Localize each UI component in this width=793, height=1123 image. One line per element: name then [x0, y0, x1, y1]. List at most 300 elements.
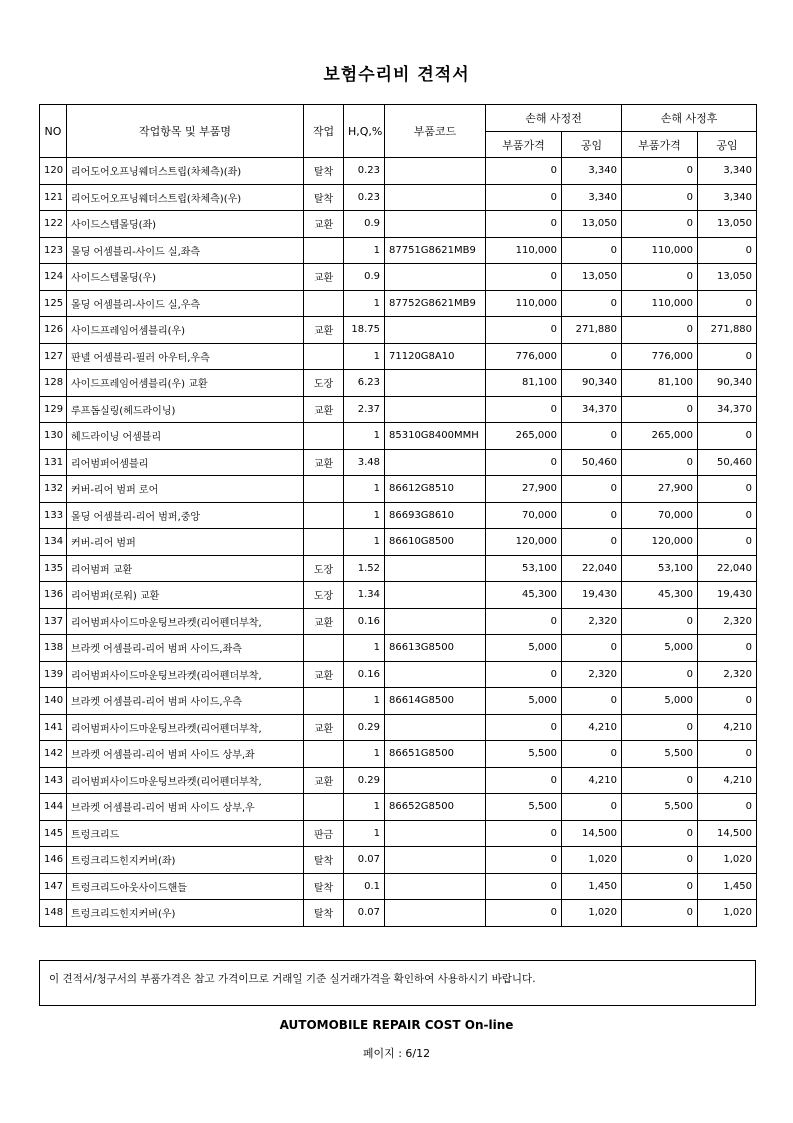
cell-after-part-price: 70,000	[622, 502, 698, 529]
cell-after-part-price: 27,900	[622, 476, 698, 503]
cell-item: 브라켓 어셈블리-리어 범퍼 사이드 상부,우	[67, 794, 304, 821]
cell-before-part-price: 45,300	[486, 582, 562, 609]
cell-item: 헤드라이닝 어셈블리	[67, 423, 304, 450]
estimate-table	[39, 104, 757, 927]
table-row	[40, 211, 757, 238]
cell-item: 사이드프레임어셈블리(우) 교환	[67, 370, 304, 397]
cell-after-labor: 0	[698, 343, 757, 370]
cell-after-part-price: 110,000	[622, 237, 698, 264]
table-row	[40, 423, 757, 450]
cell-hq: 3.48	[344, 449, 385, 476]
table-row	[40, 343, 757, 370]
cell-no: 141	[40, 714, 67, 741]
cell-item: 리어도어오프닝웨더스트립(차체측)(우)	[67, 184, 304, 211]
cell-before-part-price: 5,000	[486, 688, 562, 715]
cell-item: 몰딩 어셈블리-사이드 실,좌측	[67, 237, 304, 264]
cell-item: 리어범퍼어셈블리	[67, 449, 304, 476]
cell-part-code: 86693G8610	[385, 502, 486, 529]
cell-after-part-price: 0	[622, 211, 698, 238]
cell-work: 교환	[304, 661, 344, 688]
cell-before-part-price: 0	[486, 264, 562, 291]
cell-no: 135	[40, 555, 67, 582]
cell-part-code	[385, 767, 486, 794]
cell-hq: 1	[344, 794, 385, 821]
cell-after-part-price: 0	[622, 264, 698, 291]
cell-work: 탈착	[304, 184, 344, 211]
cell-hq: 0.1	[344, 873, 385, 900]
cell-hq: 0.16	[344, 608, 385, 635]
cell-before-part-price: 53,100	[486, 555, 562, 582]
cell-work: 탈착	[304, 900, 344, 927]
cell-no: 145	[40, 820, 67, 847]
cell-work	[304, 529, 344, 556]
cell-after-part-price: 120,000	[622, 529, 698, 556]
cell-before-labor: 0	[562, 794, 622, 821]
header-after-part-price: 부품가격	[622, 132, 698, 158]
cell-before-labor: 0	[562, 423, 622, 450]
cell-before-labor: 4,210	[562, 767, 622, 794]
cell-before-part-price: 0	[486, 714, 562, 741]
cell-hq: 0.29	[344, 767, 385, 794]
cell-before-labor: 0	[562, 237, 622, 264]
table-row	[40, 264, 757, 291]
cell-before-labor: 34,370	[562, 396, 622, 423]
cell-after-labor: 22,040	[698, 555, 757, 582]
cell-item: 트렁크리드힌지커버(우)	[67, 900, 304, 927]
cell-part-code: 86652G8500	[385, 794, 486, 821]
cell-after-part-price: 0	[622, 767, 698, 794]
table-row	[40, 741, 757, 768]
table-row	[40, 714, 757, 741]
header-part-code: 부품코드	[385, 105, 486, 158]
cell-hq: 1	[344, 423, 385, 450]
cell-before-labor: 1,450	[562, 873, 622, 900]
cell-no: 120	[40, 158, 67, 185]
cell-after-labor: 2,320	[698, 608, 757, 635]
cell-before-labor: 2,320	[562, 661, 622, 688]
cell-no: 146	[40, 847, 67, 874]
cell-item: 리어도어오프닝웨더스트립(차체측)(좌)	[67, 158, 304, 185]
cell-before-labor: 1,020	[562, 900, 622, 927]
cell-before-part-price: 0	[486, 873, 562, 900]
cell-before-labor: 2,320	[562, 608, 622, 635]
cell-after-part-price: 776,000	[622, 343, 698, 370]
cell-after-labor: 0	[698, 237, 757, 264]
cell-item: 리어범퍼사이드마운팅브라켓(리어펜더부착,	[67, 714, 304, 741]
cell-before-part-price: 0	[486, 317, 562, 344]
cell-hq: 0.23	[344, 184, 385, 211]
cell-part-code	[385, 714, 486, 741]
cell-after-part-price: 5,500	[622, 741, 698, 768]
cell-after-part-price: 265,000	[622, 423, 698, 450]
notice-text: 이 견적서/청구서의 부품가격은 참고 가격이므로 거래일 기준 실거래가격을 확인하여 사용하시기 바랍니다.	[49, 973, 536, 985]
cell-hq: 0.9	[344, 211, 385, 238]
cell-part-code	[385, 847, 486, 874]
cell-before-labor: 0	[562, 688, 622, 715]
cell-after-part-price: 0	[622, 317, 698, 344]
cell-hq: 1	[344, 343, 385, 370]
cell-part-code	[385, 158, 486, 185]
cell-part-code	[385, 582, 486, 609]
cell-after-labor: 4,210	[698, 767, 757, 794]
cell-hq: 1	[344, 820, 385, 847]
cell-item: 커버-리어 범퍼	[67, 529, 304, 556]
cell-after-labor: 14,500	[698, 820, 757, 847]
cell-work	[304, 237, 344, 264]
cell-before-labor: 3,340	[562, 158, 622, 185]
cell-before-labor: 90,340	[562, 370, 622, 397]
cell-after-labor: 0	[698, 476, 757, 503]
cell-no: 127	[40, 343, 67, 370]
cell-hq: 1.52	[344, 555, 385, 582]
cell-no: 132	[40, 476, 67, 503]
cell-hq: 6.23	[344, 370, 385, 397]
cell-part-code: 86613G8500	[385, 635, 486, 662]
cell-no: 136	[40, 582, 67, 609]
cell-before-part-price: 81,100	[486, 370, 562, 397]
table-row	[40, 873, 757, 900]
cell-hq: 0.07	[344, 900, 385, 927]
cell-part-code: 85310G8400MMH	[385, 423, 486, 450]
cell-before-part-price: 0	[486, 211, 562, 238]
cell-item: 사이드스텝몰딩(좌)	[67, 211, 304, 238]
cell-before-labor: 50,460	[562, 449, 622, 476]
cell-item: 루프돔실링(헤드라이닝)	[67, 396, 304, 423]
cell-work: 탈착	[304, 847, 344, 874]
cell-part-code	[385, 661, 486, 688]
cell-before-labor: 0	[562, 476, 622, 503]
cell-no: 147	[40, 873, 67, 900]
cell-after-labor: 0	[698, 635, 757, 662]
cell-before-part-price: 776,000	[486, 343, 562, 370]
table-row	[40, 635, 757, 662]
cell-no: 137	[40, 608, 67, 635]
cell-after-part-price: 0	[622, 661, 698, 688]
cell-part-code: 86651G8500	[385, 741, 486, 768]
cell-before-labor: 0	[562, 635, 622, 662]
cell-work	[304, 423, 344, 450]
cell-hq: 0.16	[344, 661, 385, 688]
cell-after-part-price: 0	[622, 396, 698, 423]
cell-work	[304, 502, 344, 529]
cell-after-labor: 19,430	[698, 582, 757, 609]
cell-before-part-price: 0	[486, 184, 562, 211]
cell-no: 121	[40, 184, 67, 211]
cell-work: 교환	[304, 608, 344, 635]
cell-hq: 1.34	[344, 582, 385, 609]
cell-hq: 0.29	[344, 714, 385, 741]
cell-part-code	[385, 873, 486, 900]
cell-after-labor: 0	[698, 688, 757, 715]
cell-part-code	[385, 370, 486, 397]
table-row	[40, 237, 757, 264]
cell-before-labor: 22,040	[562, 555, 622, 582]
cell-item: 트렁크리드	[67, 820, 304, 847]
header-work: 작업	[304, 105, 344, 158]
cell-before-part-price: 27,900	[486, 476, 562, 503]
cell-after-part-price: 5,000	[622, 688, 698, 715]
cell-before-part-price: 0	[486, 847, 562, 874]
footer-brand: AUTOMOBILE REPAIR COST On-line	[279, 1018, 514, 1032]
cell-no: 124	[40, 264, 67, 291]
table-row	[40, 370, 757, 397]
cell-no: 148	[40, 900, 67, 927]
cell-before-part-price: 5,000	[486, 635, 562, 662]
table-row	[40, 767, 757, 794]
cell-before-labor: 4,210	[562, 714, 622, 741]
cell-after-part-price: 5,000	[622, 635, 698, 662]
table-row	[40, 661, 757, 688]
cell-before-labor: 13,050	[562, 211, 622, 238]
table-row	[40, 847, 757, 874]
cell-before-labor: 14,500	[562, 820, 622, 847]
cell-before-part-price: 70,000	[486, 502, 562, 529]
cell-work	[304, 741, 344, 768]
cell-item: 몰딩 어셈블리-사이드 실,우측	[67, 290, 304, 317]
cell-no: 123	[40, 237, 67, 264]
cell-no: 133	[40, 502, 67, 529]
cell-after-labor: 0	[698, 794, 757, 821]
cell-hq: 1	[344, 529, 385, 556]
cell-before-part-price: 120,000	[486, 529, 562, 556]
cell-item: 리어범퍼 교환	[67, 555, 304, 582]
cell-before-labor: 0	[562, 529, 622, 556]
cell-before-part-price: 0	[486, 900, 562, 927]
table-row	[40, 502, 757, 529]
cell-part-code	[385, 900, 486, 927]
cell-before-part-price: 0	[486, 449, 562, 476]
cell-no: 122	[40, 211, 67, 238]
cell-work: 교환	[304, 449, 344, 476]
cell-part-code: 87752G8621MB9	[385, 290, 486, 317]
cell-item: 리어범퍼사이드마운팅브라켓(리어펜더부착,	[67, 661, 304, 688]
cell-part-code	[385, 396, 486, 423]
table-row	[40, 184, 757, 211]
cell-hq: 2.37	[344, 396, 385, 423]
cell-after-part-price: 0	[622, 847, 698, 874]
cell-no: 139	[40, 661, 67, 688]
cell-after-part-price: 0	[622, 900, 698, 927]
cell-before-part-price: 5,500	[486, 741, 562, 768]
cell-after-labor: 0	[698, 741, 757, 768]
header-no: NO	[40, 105, 67, 158]
cell-part-code	[385, 184, 486, 211]
cell-item: 브라켓 어셈블리-리어 범퍼 사이드 상부,좌	[67, 741, 304, 768]
cell-before-labor: 0	[562, 741, 622, 768]
cell-after-labor: 0	[698, 423, 757, 450]
cell-before-part-price: 5,500	[486, 794, 562, 821]
cell-before-labor: 13,050	[562, 264, 622, 291]
cell-after-labor: 50,460	[698, 449, 757, 476]
cell-after-labor: 34,370	[698, 396, 757, 423]
cell-after-part-price: 0	[622, 714, 698, 741]
table-row	[40, 900, 757, 927]
cell-work: 교환	[304, 714, 344, 741]
cell-after-labor: 3,340	[698, 184, 757, 211]
cell-after-labor: 13,050	[698, 264, 757, 291]
cell-no: 125	[40, 290, 67, 317]
cell-work: 교환	[304, 767, 344, 794]
cell-before-labor: 0	[562, 343, 622, 370]
cell-work	[304, 635, 344, 662]
cell-no: 134	[40, 529, 67, 556]
cell-part-code	[385, 820, 486, 847]
table-row	[40, 290, 757, 317]
cell-after-labor: 13,050	[698, 211, 757, 238]
cell-after-labor: 90,340	[698, 370, 757, 397]
cell-hq: 1	[344, 688, 385, 715]
cell-after-labor: 0	[698, 290, 757, 317]
table-row	[40, 158, 757, 185]
table-row	[40, 317, 757, 344]
cell-part-code	[385, 264, 486, 291]
header-item: 작업항목 및 부품명	[67, 105, 304, 158]
cell-part-code	[385, 449, 486, 476]
cell-after-part-price: 0	[622, 184, 698, 211]
cell-item: 트렁크리드힌지커버(좌)	[67, 847, 304, 874]
cell-after-part-price: 0	[622, 449, 698, 476]
cell-item: 브라켓 어셈블리-리어 범퍼 사이드,우측	[67, 688, 304, 715]
estimate-rows	[40, 158, 757, 927]
cell-after-labor: 4,210	[698, 714, 757, 741]
cell-part-code: 86614G8500	[385, 688, 486, 715]
cell-hq: 1	[344, 237, 385, 264]
cell-hq: 1	[344, 741, 385, 768]
cell-before-part-price: 110,000	[486, 237, 562, 264]
cell-before-part-price: 265,000	[486, 423, 562, 450]
page-number: 페이지 : 6/12	[362, 1047, 431, 1060]
cell-before-labor: 19,430	[562, 582, 622, 609]
header-before-part-price: 부품가격	[486, 132, 562, 158]
cell-work: 판금	[304, 820, 344, 847]
cell-work: 도장	[304, 370, 344, 397]
cell-after-labor: 1,020	[698, 847, 757, 874]
cell-work: 교환	[304, 317, 344, 344]
cell-before-part-price: 110,000	[486, 290, 562, 317]
cell-after-labor: 2,320	[698, 661, 757, 688]
cell-item: 몰딩 어셈블리-리어 범퍼,중앙	[67, 502, 304, 529]
cell-hq: 0.23	[344, 158, 385, 185]
cell-work: 도장	[304, 582, 344, 609]
cell-hq: 1	[344, 290, 385, 317]
cell-hq: 1	[344, 502, 385, 529]
cell-after-part-price: 110,000	[622, 290, 698, 317]
cell-item: 사이드프레임어셈블리(우)	[67, 317, 304, 344]
cell-no: 142	[40, 741, 67, 768]
cell-part-code	[385, 211, 486, 238]
table-row	[40, 449, 757, 476]
cell-after-part-price: 5,500	[622, 794, 698, 821]
cell-item: 트렁크리드아웃사이드핸들	[67, 873, 304, 900]
cell-part-code	[385, 608, 486, 635]
cell-after-labor: 1,020	[698, 900, 757, 927]
cell-before-part-price: 0	[486, 608, 562, 635]
header-after-labor: 공임	[698, 132, 757, 158]
cell-work	[304, 343, 344, 370]
cell-after-part-price: 0	[622, 820, 698, 847]
cell-work	[304, 688, 344, 715]
cell-after-part-price: 0	[622, 608, 698, 635]
cell-work	[304, 794, 344, 821]
cell-no: 129	[40, 396, 67, 423]
cell-before-labor: 0	[562, 502, 622, 529]
cell-before-part-price: 0	[486, 661, 562, 688]
cell-before-part-price: 0	[486, 158, 562, 185]
cell-work: 교환	[304, 396, 344, 423]
cell-item: 커버-리어 범퍼 로어	[67, 476, 304, 503]
cell-work: 탈착	[304, 158, 344, 185]
cell-after-part-price: 53,100	[622, 555, 698, 582]
cell-after-part-price: 0	[622, 873, 698, 900]
cell-before-part-price: 0	[486, 767, 562, 794]
cell-work: 탈착	[304, 873, 344, 900]
cell-after-labor: 271,880	[698, 317, 757, 344]
document-title: 보험수리비 견적서	[323, 65, 470, 85]
header-before-adjustment: 손해 사정전	[486, 105, 622, 132]
cell-before-part-price: 0	[486, 396, 562, 423]
cell-item: 사이드스텝몰딩(우)	[67, 264, 304, 291]
table-row	[40, 608, 757, 635]
table-row	[40, 794, 757, 821]
notice-box	[39, 960, 756, 1006]
table-row	[40, 396, 757, 423]
cell-no: 128	[40, 370, 67, 397]
cell-no: 140	[40, 688, 67, 715]
cell-item: 리어범퍼사이드마운팅브라켓(리어펜더부착,	[67, 608, 304, 635]
cell-no: 130	[40, 423, 67, 450]
cell-part-code: 71120G8A10	[385, 343, 486, 370]
cell-no: 143	[40, 767, 67, 794]
cell-before-labor: 0	[562, 290, 622, 317]
header-before-labor: 공임	[562, 132, 622, 158]
cell-no: 126	[40, 317, 67, 344]
cell-after-labor: 3,340	[698, 158, 757, 185]
table-row	[40, 476, 757, 503]
cell-hq: 0.07	[344, 847, 385, 874]
cell-part-code: 86610G8500	[385, 529, 486, 556]
cell-work: 교환	[304, 211, 344, 238]
cell-part-code	[385, 317, 486, 344]
cell-item: 판넬 어셈블리-필러 아우터,우측	[67, 343, 304, 370]
cell-hq: 1	[344, 635, 385, 662]
cell-hq: 18.75	[344, 317, 385, 344]
cell-no: 144	[40, 794, 67, 821]
cell-before-labor: 3,340	[562, 184, 622, 211]
cell-work	[304, 476, 344, 503]
cell-work	[304, 290, 344, 317]
table-row	[40, 582, 757, 609]
cell-work: 도장	[304, 555, 344, 582]
cell-after-part-price: 0	[622, 158, 698, 185]
table-row	[40, 529, 757, 556]
table-row	[40, 555, 757, 582]
cell-after-labor: 0	[698, 502, 757, 529]
cell-part-code: 87751G8621MB9	[385, 237, 486, 264]
cell-before-labor: 1,020	[562, 847, 622, 874]
cell-after-part-price: 81,100	[622, 370, 698, 397]
cell-work: 교환	[304, 264, 344, 291]
cell-hq: 1	[344, 476, 385, 503]
cell-part-code	[385, 555, 486, 582]
cell-after-part-price: 45,300	[622, 582, 698, 609]
cell-item: 리어범퍼사이드마운팅브라켓(리어펜더부착,	[67, 767, 304, 794]
cell-hq: 0.9	[344, 264, 385, 291]
cell-after-labor: 0	[698, 529, 757, 556]
cell-part-code: 86612G8510	[385, 476, 486, 503]
cell-before-labor: 271,880	[562, 317, 622, 344]
cell-before-part-price: 0	[486, 820, 562, 847]
header-hq: H,Q,%	[344, 105, 385, 158]
